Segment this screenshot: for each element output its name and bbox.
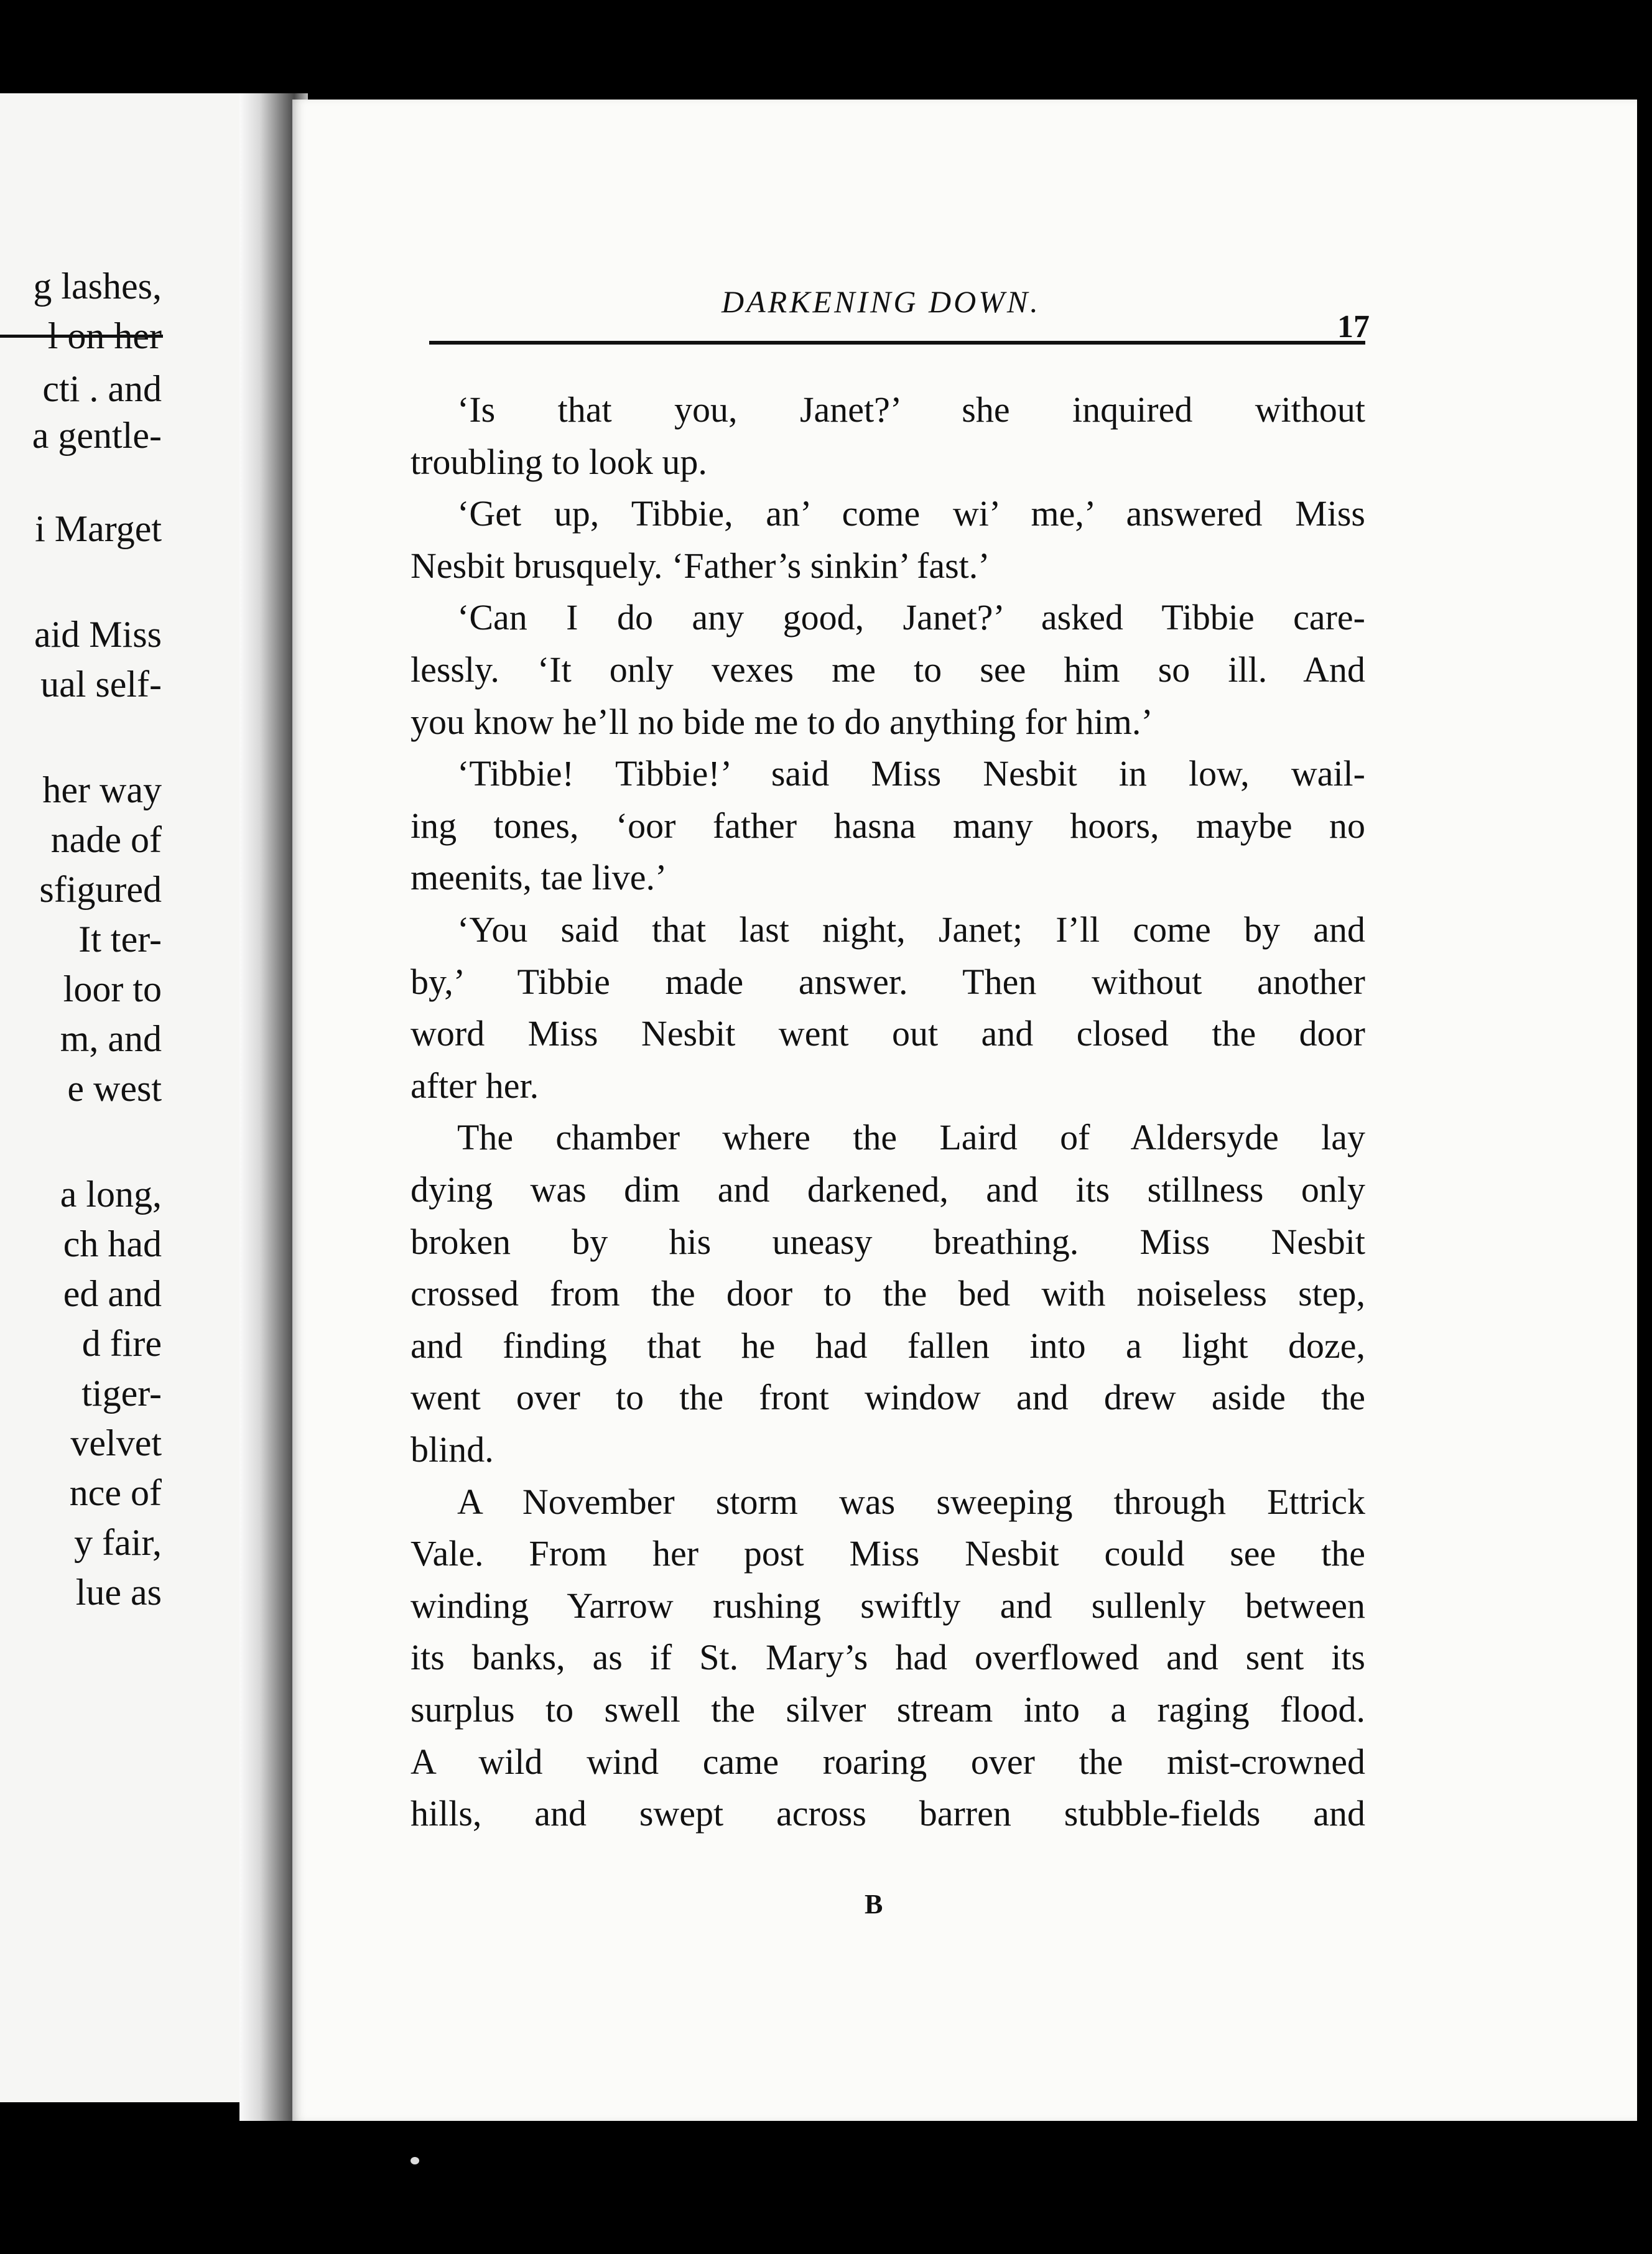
- body-line: and finding that he had fallen into a light doze,: [411, 1325, 1365, 1366]
- body-line: word Miss Nesbit went out and closed the door: [411, 1013, 1365, 1054]
- body-line: hills, and swept across barren stubble-fields and: [411, 1793, 1365, 1834]
- body-line: troubling to look up.: [411, 442, 707, 482]
- signature-mark: B: [865, 1889, 883, 1919]
- left-facing-page: [0, 93, 243, 2102]
- body-line: you know he’ll no bide me to do anything for him.’: [411, 702, 1153, 742]
- body-line: ‘Get up, Tibbie, an’ come wi’ me,’ answered Miss: [457, 493, 1365, 534]
- left-page-line: lue as: [75, 1572, 162, 1613]
- left-page-line: a gentle-: [32, 415, 162, 456]
- body-line: ‘Tibbie! Tibbie!’ said Miss Nesbit in low, wail-: [457, 753, 1365, 794]
- body-line: crossed from the door to the bed with noiseless step,: [411, 1273, 1365, 1314]
- left-page-line: i Marget: [35, 508, 162, 549]
- left-page-line: y fair,: [74, 1522, 162, 1563]
- body-line: A wild wind came roaring over the mist-crowned: [411, 1742, 1365, 1782]
- left-page-line: m, and: [60, 1018, 162, 1059]
- left-page-line: g lashes,: [33, 266, 162, 307]
- body-line: Vale. From her post Miss Nesbit could see the: [411, 1533, 1365, 1574]
- body-line: surplus to swell the silver stream into a raging flood.: [411, 1689, 1365, 1730]
- running-head: DARKENING DOWN.: [722, 284, 1041, 319]
- body-line: ‘Can I do any good, Janet?’ asked Tibbie care-: [457, 597, 1365, 638]
- body-line: winding Yarrow rushing swiftly and sullenly between: [411, 1585, 1365, 1626]
- body-line: meenits, tae live.’: [411, 857, 667, 897]
- left-page-line: It ter-: [78, 919, 162, 960]
- body-line: ‘Is that you, Janet?’ she inquired without: [457, 389, 1365, 430]
- body-line: went over to the front window and drew aside the: [411, 1377, 1365, 1417]
- body-line: ing tones, ‘oor father hasna many hoors, maybe no: [411, 805, 1365, 846]
- left-page-line: ch had: [63, 1223, 162, 1264]
- left-page-line: ed and: [63, 1273, 162, 1314]
- left-page-line: l on her: [47, 315, 162, 356]
- body-line: blind.: [411, 1429, 494, 1470]
- body-line: broken by his uneasy breathing. Miss Nesbit: [411, 1222, 1365, 1262]
- left-page-line: her way: [42, 769, 162, 810]
- left-page-line: e west: [67, 1068, 162, 1109]
- body-line: The chamber where the Laird of Aldersyde lay: [457, 1117, 1365, 1157]
- left-page-line: loor to: [63, 968, 162, 1009]
- left-page-line: ual self-: [40, 664, 162, 705]
- body-line: Nesbit brusquely. ‘Father’s sinkin’ fast.’: [411, 545, 990, 586]
- body-line: A November storm was sweeping through Ettrick: [457, 1482, 1365, 1522]
- left-page-line: aid Miss: [34, 614, 162, 655]
- left-page-line: cti . and: [42, 368, 162, 409]
- header-rule: [429, 341, 1365, 345]
- left-page-line: velvet: [70, 1422, 162, 1463]
- dust-speck: [411, 2157, 419, 2164]
- page-number: 17: [1337, 309, 1370, 345]
- body-line: after her.: [411, 1065, 539, 1106]
- left-page-line: d fire: [81, 1323, 162, 1364]
- body-line: ‘You said that last night, Janet; I’ll come by and: [457, 909, 1365, 950]
- left-page-line: sfigured: [39, 869, 162, 910]
- body-line: its banks, as if St. Mary’s had overflowed and sent its: [411, 1637, 1365, 1677]
- left-page-line: a long,: [60, 1174, 162, 1215]
- body-line: by,’ Tibbie made answer. Then without another: [411, 962, 1365, 1002]
- left-page-line: nce of: [69, 1472, 162, 1513]
- left-page-line: nade of: [50, 819, 162, 860]
- body-line: lessly. ‘It only vexes me to see him so ill. And: [411, 649, 1365, 690]
- body-line: dying was dim and darkened, and its stillness only: [411, 1169, 1365, 1210]
- left-page-line: tiger-: [81, 1373, 162, 1414]
